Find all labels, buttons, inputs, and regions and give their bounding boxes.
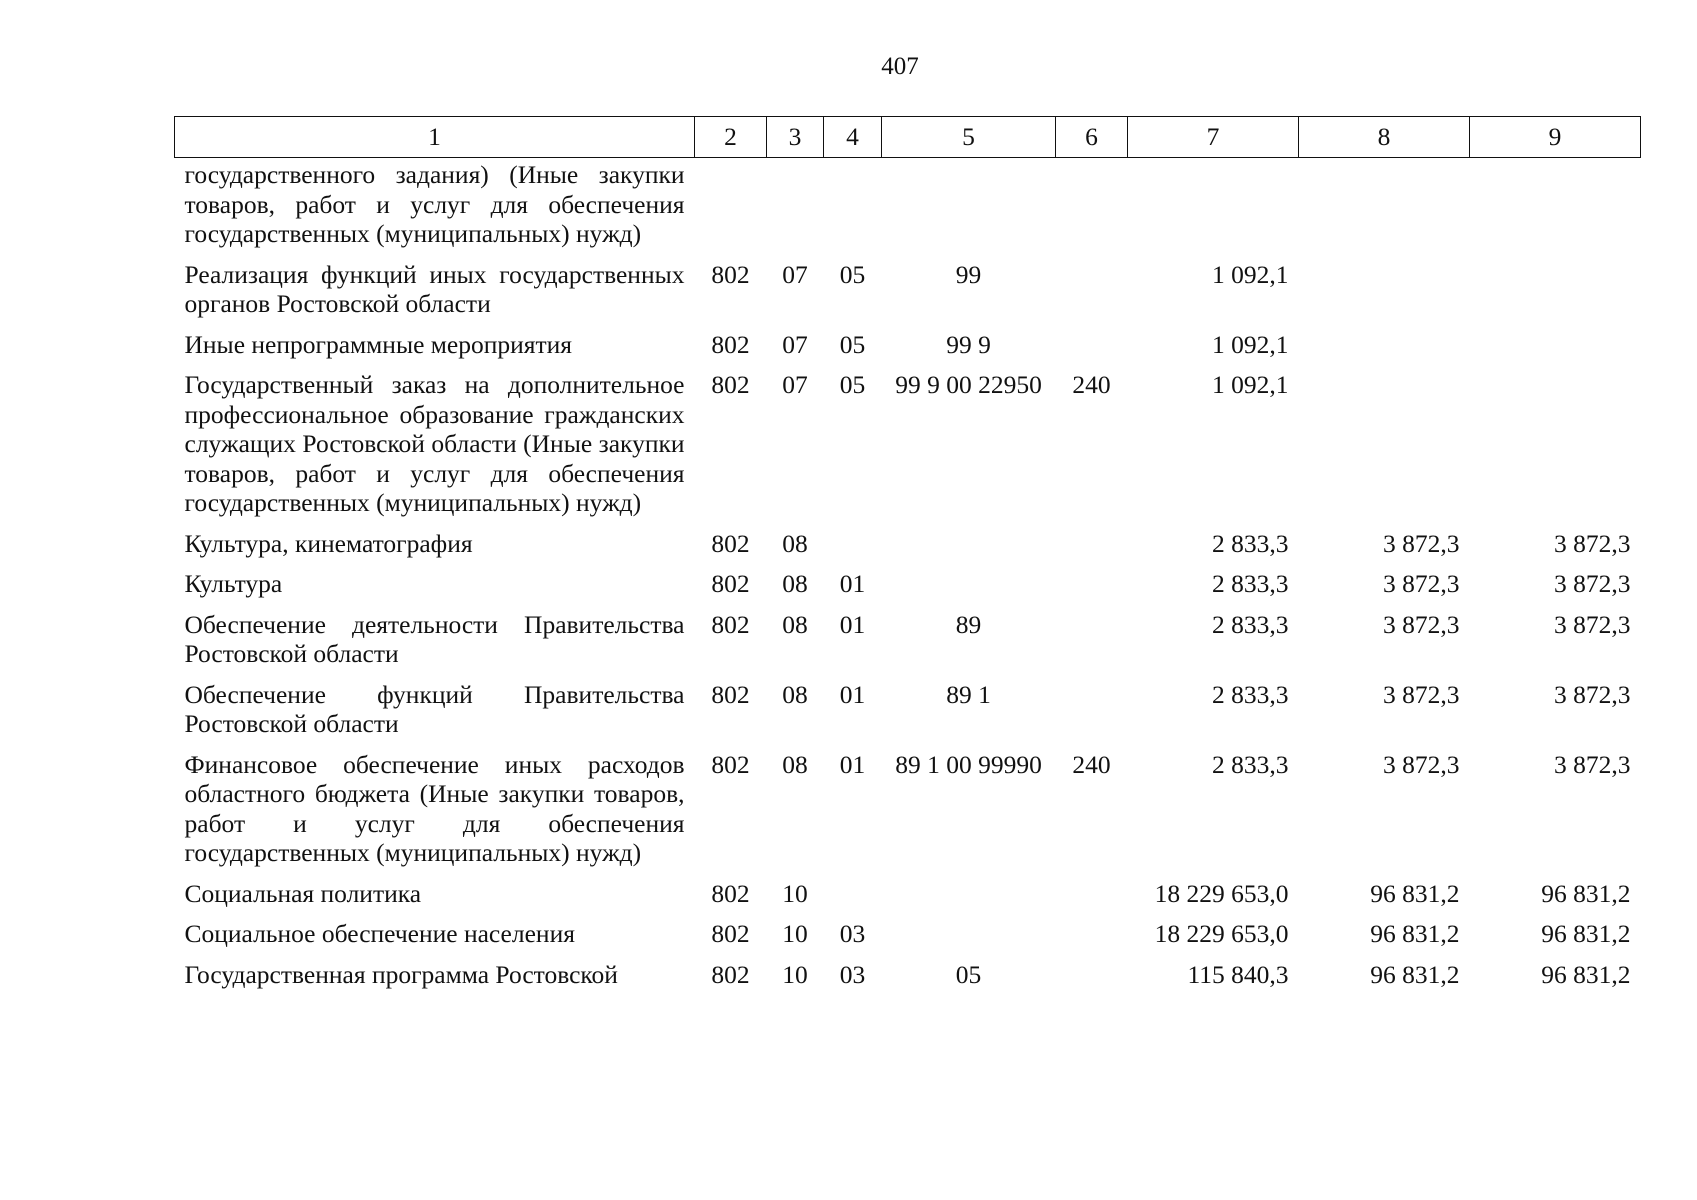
table-row bbox=[175, 680, 1641, 750]
row-name: Социальное обеспечение населения bbox=[184, 919, 575, 948]
row-year1: 1 092,1 bbox=[1212, 259, 1289, 289]
row-year2: 3 872,3 bbox=[1383, 679, 1460, 709]
table-row bbox=[175, 919, 1641, 960]
row-year1: 1 092,1 bbox=[1212, 370, 1289, 399]
table-row bbox=[175, 370, 1641, 529]
row-ved: 802 bbox=[711, 569, 750, 598]
row-year2: 96 831,2 bbox=[1370, 878, 1460, 908]
header-cell: 8 bbox=[1299, 117, 1470, 158]
header-cell: 4 bbox=[824, 117, 882, 158]
row-year2 bbox=[1299, 370, 1470, 529]
row-rz: 10 bbox=[782, 959, 808, 989]
table-row bbox=[175, 158, 1641, 260]
row-year2: 3 872,3 bbox=[1383, 609, 1460, 639]
header-cell: 2 bbox=[695, 117, 767, 158]
row-vr bbox=[1056, 680, 1128, 750]
row-year2: 96 831,2 bbox=[1370, 919, 1460, 948]
row-year3 bbox=[1470, 260, 1641, 330]
row-name: Обеспечение функций Правительства Ростовской области bbox=[184, 679, 685, 738]
row-year3 bbox=[1470, 158, 1641, 260]
row-csr: 89 1 00 99990 bbox=[895, 749, 1042, 779]
header-cell: 6 bbox=[1056, 117, 1128, 158]
row-year1: 18 229 653,0 bbox=[1154, 919, 1289, 948]
row-year3: 3 872,3 bbox=[1554, 679, 1631, 709]
row-name: Реализация функций иных государственных органов Ростовской области bbox=[184, 259, 685, 318]
page-number: 407 bbox=[881, 53, 919, 80]
row-ved: 802 bbox=[711, 370, 750, 399]
row-name: Иные непрограммные мероприятия bbox=[184, 329, 573, 359]
row-vr bbox=[1056, 529, 1128, 570]
row-ved: 802 bbox=[711, 609, 750, 639]
row-rz: 08 bbox=[782, 679, 808, 709]
row-vr bbox=[1056, 158, 1128, 260]
budget-table bbox=[174, 116, 1641, 1000]
row-csr bbox=[882, 919, 1056, 960]
row-pr: 01 bbox=[839, 609, 866, 639]
row-year2 bbox=[1299, 158, 1470, 260]
header-cell: 5 bbox=[882, 117, 1056, 158]
row-vr bbox=[1056, 919, 1128, 960]
row-year2 bbox=[1299, 260, 1470, 330]
row-year3: 3 872,3 bbox=[1554, 609, 1631, 639]
row-ved: 802 bbox=[711, 878, 750, 908]
row-name: государственного задания) (Иные закупки товаров, работ и услуг для обеспечения государственных (муниципальных) нужд) bbox=[184, 160, 685, 248]
header-cell: 3 bbox=[767, 117, 824, 158]
row-year2: 3 872,3 bbox=[1383, 569, 1460, 598]
row-ved: 802 bbox=[711, 959, 750, 989]
row-name: Социальная политика bbox=[184, 878, 422, 908]
row-year2: 3 872,3 bbox=[1383, 528, 1460, 558]
row-pr bbox=[824, 158, 882, 260]
row-vr: 240 bbox=[1072, 370, 1111, 399]
row-csr bbox=[882, 158, 1056, 260]
row-pr: 05 bbox=[839, 259, 866, 289]
row-vr bbox=[1056, 879, 1128, 920]
row-csr bbox=[882, 569, 1056, 610]
row-name: Обеспечение деятельности Правительства Ростовской области bbox=[184, 609, 685, 668]
row-ved: 802 bbox=[711, 528, 750, 558]
row-ved: 802 bbox=[711, 749, 750, 779]
row-rz: 10 bbox=[782, 878, 808, 908]
row-name: Культура bbox=[184, 569, 283, 598]
row-year2: 3 872,3 bbox=[1383, 749, 1460, 779]
row-pr: 01 bbox=[839, 679, 866, 709]
row-ved: 802 bbox=[711, 679, 750, 709]
table-row bbox=[175, 879, 1641, 920]
row-pr: 05 bbox=[839, 370, 866, 399]
table-row bbox=[175, 610, 1641, 680]
row-ved bbox=[695, 158, 767, 260]
table-row bbox=[175, 960, 1641, 1001]
row-rz: 07 bbox=[782, 259, 808, 289]
row-ved: 802 bbox=[711, 329, 750, 359]
row-pr: 01 bbox=[839, 749, 866, 779]
row-pr bbox=[824, 529, 882, 570]
row-ved: 802 bbox=[711, 919, 750, 948]
row-csr: 05 bbox=[955, 959, 982, 989]
row-csr: 99 9 bbox=[946, 329, 991, 359]
row-year3 bbox=[1470, 370, 1641, 529]
row-rz: 08 bbox=[782, 749, 808, 779]
row-pr: 05 bbox=[839, 329, 866, 359]
table-row bbox=[175, 569, 1641, 610]
row-year3: 96 831,2 bbox=[1541, 878, 1631, 908]
header-row bbox=[175, 117, 1641, 158]
table-row bbox=[175, 529, 1641, 570]
row-year3: 96 831,2 bbox=[1541, 919, 1631, 948]
row-rz: 10 bbox=[782, 919, 808, 948]
row-pr: 03 bbox=[839, 919, 866, 948]
row-year1: 2 833,3 bbox=[1212, 679, 1289, 709]
row-year1: 2 833,3 bbox=[1212, 569, 1289, 598]
row-vr bbox=[1056, 960, 1128, 1001]
row-name: Финансовое обеспечение иных расходов областного бюджета (Иные закупки товаров, работ и услуг для обеспечения государственных (муниципальных) нужд) bbox=[184, 749, 685, 867]
row-year3: 3 872,3 bbox=[1554, 528, 1631, 558]
row-year3: 96 831,2 bbox=[1541, 959, 1631, 989]
row-ved: 802 bbox=[711, 259, 750, 289]
row-rz: 08 bbox=[782, 609, 808, 639]
row-vr: 240 bbox=[1072, 749, 1111, 779]
row-year3: 3 872,3 bbox=[1554, 749, 1631, 779]
row-year2: 96 831,2 bbox=[1370, 959, 1460, 989]
row-csr: 89 1 bbox=[946, 679, 991, 709]
table-row bbox=[175, 750, 1641, 879]
row-rz: 07 bbox=[782, 370, 808, 399]
row-year1: 2 833,3 bbox=[1212, 609, 1289, 639]
row-year1: 1 092,1 bbox=[1212, 329, 1289, 359]
row-csr: 89 bbox=[955, 609, 982, 639]
header-cell: 9 bbox=[1470, 117, 1641, 158]
row-year1: 2 833,3 bbox=[1212, 749, 1289, 779]
row-name: Государственная программа Ростовской bbox=[184, 959, 618, 989]
row-year2 bbox=[1299, 330, 1470, 371]
header-cell: 1 bbox=[175, 117, 695, 158]
row-pr: 03 bbox=[839, 959, 866, 989]
row-rz: 08 bbox=[782, 569, 808, 598]
row-year1 bbox=[1128, 158, 1299, 260]
row-rz: 08 bbox=[782, 528, 808, 558]
row-csr: 99 bbox=[955, 259, 982, 289]
row-vr bbox=[1056, 260, 1128, 330]
row-vr bbox=[1056, 569, 1128, 610]
row-year3: 3 872,3 bbox=[1554, 569, 1631, 598]
row-rz bbox=[767, 158, 824, 260]
table-row bbox=[175, 330, 1641, 371]
row-csr: 99 9 00 22950 bbox=[895, 370, 1042, 399]
row-year1: 18 229 653,0 bbox=[1154, 878, 1289, 908]
row-year3 bbox=[1470, 330, 1641, 371]
header-cell: 7 bbox=[1128, 117, 1299, 158]
row-year1: 2 833,3 bbox=[1212, 528, 1289, 558]
row-pr: 01 bbox=[839, 569, 866, 598]
row-year1: 115 840,3 bbox=[1187, 959, 1289, 989]
row-rz: 07 bbox=[782, 329, 808, 359]
row-pr bbox=[824, 879, 882, 920]
row-vr bbox=[1056, 610, 1128, 680]
table-row bbox=[175, 260, 1641, 330]
row-vr bbox=[1056, 330, 1128, 371]
row-name: Государственный заказ на дополнительное профессиональное образование гражданских служащих Ростовской области (Иные закупки товаров, работ и услуг для обеспечения государственных (муниципальных) нужд) bbox=[184, 370, 685, 517]
row-name: Культура, кинематография bbox=[184, 528, 473, 558]
row-csr bbox=[882, 879, 1056, 920]
row-csr bbox=[882, 529, 1056, 570]
